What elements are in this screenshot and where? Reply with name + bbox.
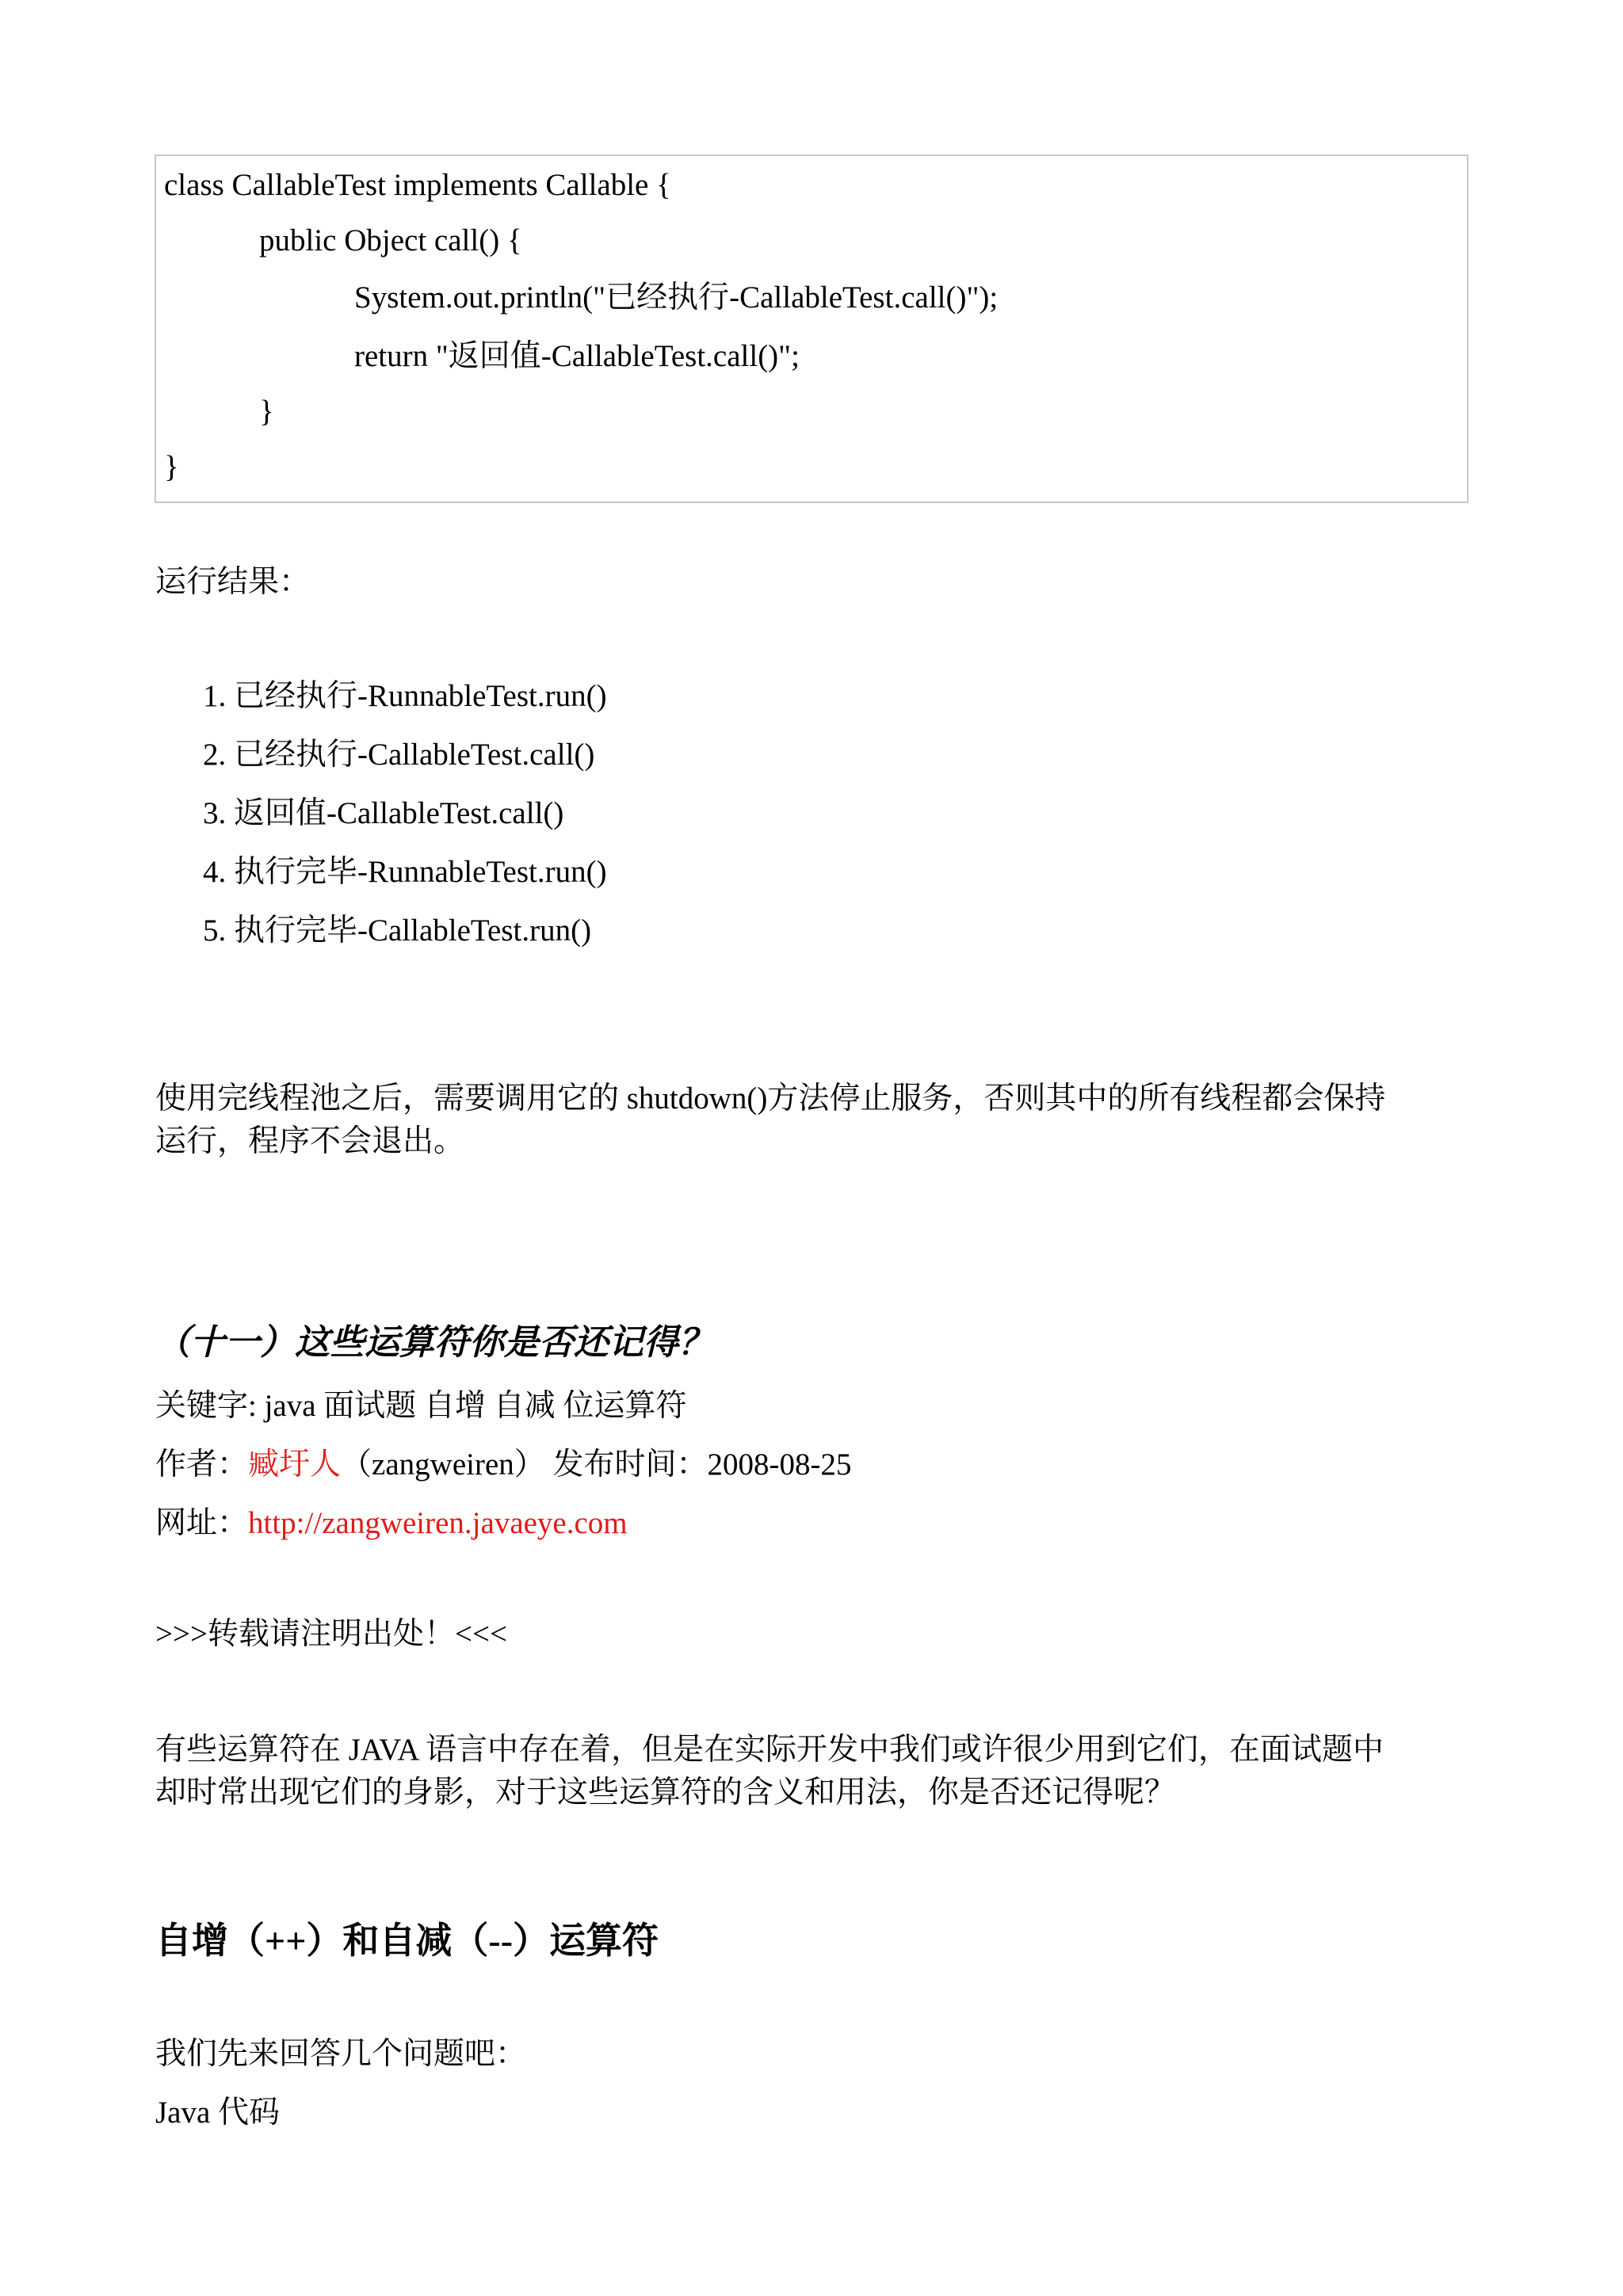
result-item-1: 1. 已经执行-RunnableTest.run() xyxy=(203,679,607,713)
repost-notice: >>>转载请注明出处！<<< xyxy=(155,1617,507,1651)
code-block xyxy=(155,154,1468,503)
intro-paragraph-line-1: 有些运算符在 JAVA 语言中存在着，但是在实际开发中我们或许很少用到它们，在面试题中 xyxy=(155,1733,1384,1767)
result-item-4: 4. 执行完毕-RunnableTest.run() xyxy=(203,855,607,889)
url-label: 网址： xyxy=(155,1506,249,1540)
code-line-2: public Object call() { xyxy=(259,223,522,257)
code-line-5: } xyxy=(259,395,274,429)
code-label: Java 代码 xyxy=(155,2096,281,2130)
result-item-3: 3. 返回值-CallableTest.call() xyxy=(203,796,564,830)
result-label: 运行结果： xyxy=(155,565,311,599)
section-heading: 自增（++）和自减（--）运算符 xyxy=(155,1920,659,1961)
article-url-link[interactable]: http://zangweiren.javaeye.com xyxy=(248,1506,628,1540)
intro-paragraph-line-2: 却时常出现它们的身影，对于这些运算符的含义和用法，你是否还记得呢？ xyxy=(155,1775,1176,1810)
section-prompt: 我们先来回答几个问题吧： xyxy=(155,2037,527,2071)
author-details: （zangweiren） 发布时间：2008-08-25 xyxy=(341,1447,852,1482)
code-line-3: System.out.println("已经执行-CallableTest.call()"); xyxy=(354,280,999,315)
author-label: 作者： xyxy=(155,1447,249,1482)
code-line-6: } xyxy=(164,450,179,484)
article-keywords: 关键字: java 面试题 自增 自减 位运算符 xyxy=(155,1389,687,1423)
result-item-5: 5. 执行完毕-CallableTest.run() xyxy=(203,913,592,948)
author-name[interactable]: 臧圩人 xyxy=(248,1447,342,1482)
result-item-2: 2. 已经执行-CallableTest.call() xyxy=(203,738,595,772)
code-line-1: class CallableTest implements Callable { xyxy=(164,168,671,202)
shutdown-paragraph-line-2: 运行，程序不会退出。 xyxy=(155,1124,465,1158)
url-line xyxy=(155,1502,628,1545)
author-line xyxy=(155,1444,851,1486)
shutdown-paragraph-line-1: 使用完线程池之后，需要调用它的 shutdown()方法停止服务，否则其中的所有线程都会保持 xyxy=(155,1081,1386,1116)
article-title: （十一）这些运算符你是否还记得？ xyxy=(155,1323,713,1362)
code-line-4: return "返回值-CallableTest.call()"; xyxy=(354,339,800,373)
